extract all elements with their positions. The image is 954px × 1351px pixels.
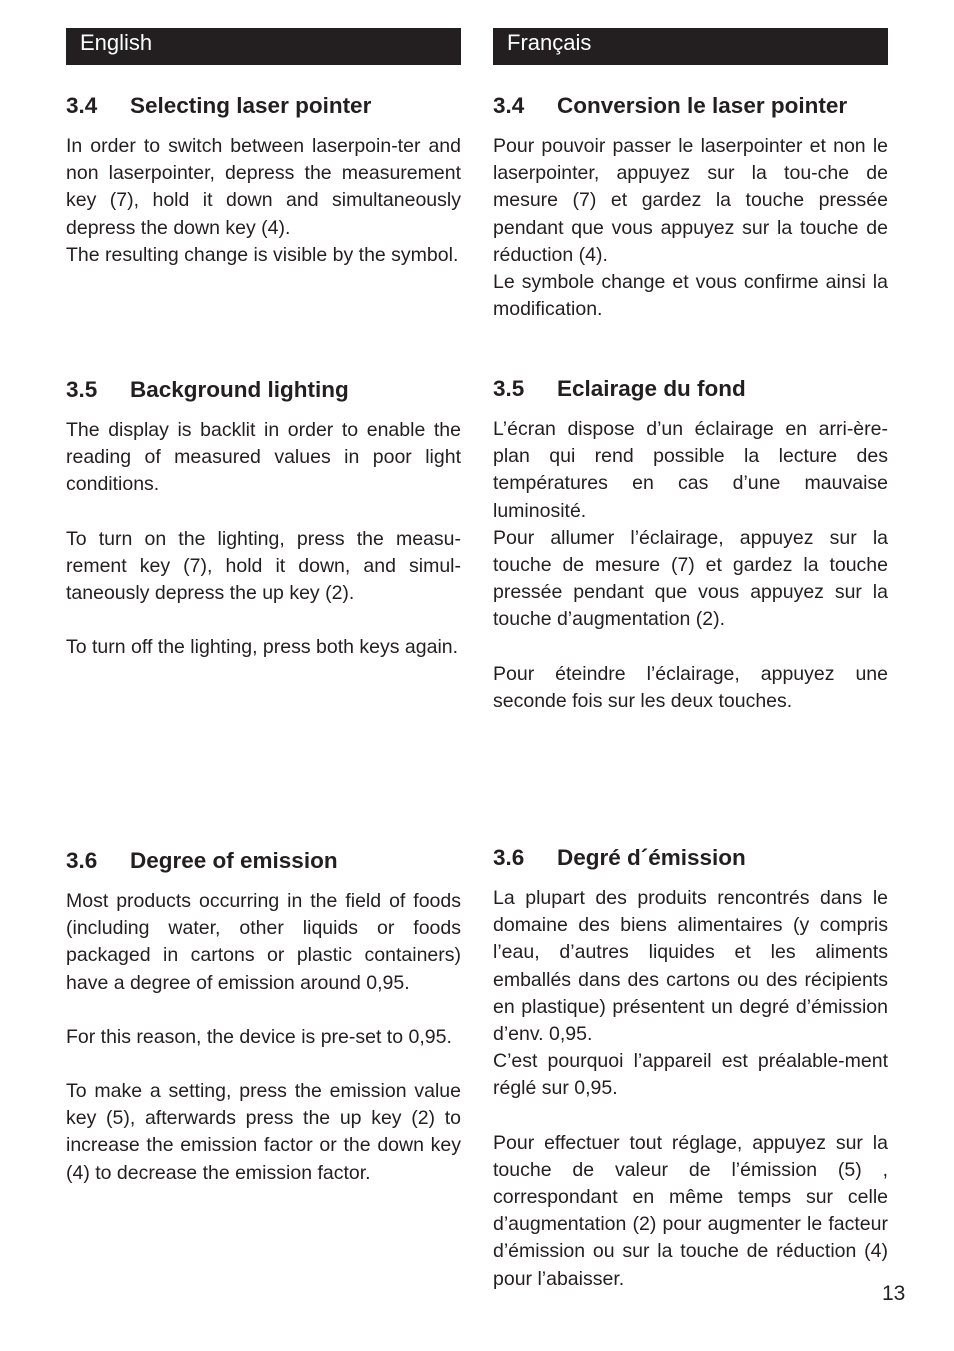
paragraph: The display is backlit in order to enable the reading of measured values in poor light conditions. xyxy=(66,419,461,496)
paragraph: Pour allumer l’éclairage, appuyez sur la touche de mesure (7) et gardez la touche pressée pendant que vous appuyez sur la touche d’augmentation (2). xyxy=(493,526,888,631)
section-title: Degré d´émission xyxy=(557,845,746,870)
section-number: 3.6 xyxy=(66,848,98,873)
page-number: 13 xyxy=(882,1282,906,1305)
section-heading xyxy=(66,847,461,875)
paragraph: Le symbole change et vous confirme ainsi la modification. xyxy=(493,271,888,321)
paragraph: C’est pourquoi l’appareil est préalable-ment réglé sur 0,95. xyxy=(493,1050,888,1100)
paragraph: In order to switch between laserpoin-ter and non laserpointer, depress the measurement key (7), hold it down and simultaneously depress the down key (4). xyxy=(66,135,461,239)
section-title: Selecting laser pointer xyxy=(130,93,372,118)
language-label: English xyxy=(80,30,153,55)
section-title: Background lighting xyxy=(130,377,349,402)
section-en-3-4 xyxy=(66,92,461,269)
section-number: 3.4 xyxy=(493,93,525,118)
section-heading xyxy=(493,375,888,403)
paragraph: To turn off the lighting, press both keys again. xyxy=(66,636,459,659)
section-heading xyxy=(493,844,888,872)
section-title: Eclairage du fond xyxy=(557,376,746,401)
paragraph: To make a setting, press the emission value key (5), afterwards press the up key (2) to increase the emission factor or the down key (4) to decrease the emission factor. xyxy=(66,1080,461,1184)
section-heading xyxy=(493,92,888,120)
section-fr-3-5 xyxy=(493,375,888,715)
section-number: 3.6 xyxy=(493,845,525,870)
paragraph: Most products occurring in the field of foods (including water, other liquids or foods packaged in cartons or plastic containers) have a degree of emission around 0,95. xyxy=(66,890,461,994)
paragraph: La plupart des produits rencontrés dans le domaine des biens alimentaires (y compris l’eau, d’autres liquides et les aliments emballés dans des cartons ou des récipients en plastique) présentent un degré d’émission d’env. 0,95. xyxy=(493,887,888,1046)
paragraph: L’écran dispose d’un éclairage en arri-ère-plan qui rend possible la lecture des températures en cas d’une mauvaise luminosité. xyxy=(493,418,888,522)
section-heading xyxy=(66,376,461,404)
section-fr-3-4 xyxy=(493,92,888,323)
section-title: Degree of emission xyxy=(130,848,338,873)
paragraph: To turn on the lighting, press the measu-rement key (7), hold it down, and simul-taneously depress the up key (2). xyxy=(66,527,461,605)
section-en-3-6 xyxy=(66,847,461,1187)
section-fr-3-6 xyxy=(493,844,888,1293)
section-number: 3.5 xyxy=(493,376,525,401)
section-number: 3.5 xyxy=(66,377,98,402)
paragraph: For this reason, the device is pre-set to 0,95. xyxy=(66,1025,452,1048)
section-heading xyxy=(66,92,461,120)
paragraph: Pour pouvoir passer le laserpointer et non le laserpointer, appuyez sur la tou-che de mesure (7) et gardez la touche pressée pendant que vous appuyez sur la touche de réduction (4). xyxy=(493,135,888,266)
language-header-english xyxy=(66,28,461,65)
language-header-french xyxy=(493,28,888,65)
language-label: Français xyxy=(507,30,592,55)
paragraph: Pour effectuer tout réglage, appuyez sur la touche de valeur de l’émission (5) , correspondant en même temps sur celle d’augmentation (2) pour augmenter le facteur d’émission ou sur la touche de réduction (4) pour l’abaisser. xyxy=(493,1131,888,1290)
section-en-3-5 xyxy=(66,376,461,661)
paragraph: The resulting change is visible by the symbol. xyxy=(66,243,459,266)
section-title: Conversion le laser pointer xyxy=(557,93,848,118)
section-number: 3.4 xyxy=(66,93,98,118)
paragraph: Pour éteindre l’éclairage, appuyez une seconde fois sur les deux touches. xyxy=(493,662,888,712)
